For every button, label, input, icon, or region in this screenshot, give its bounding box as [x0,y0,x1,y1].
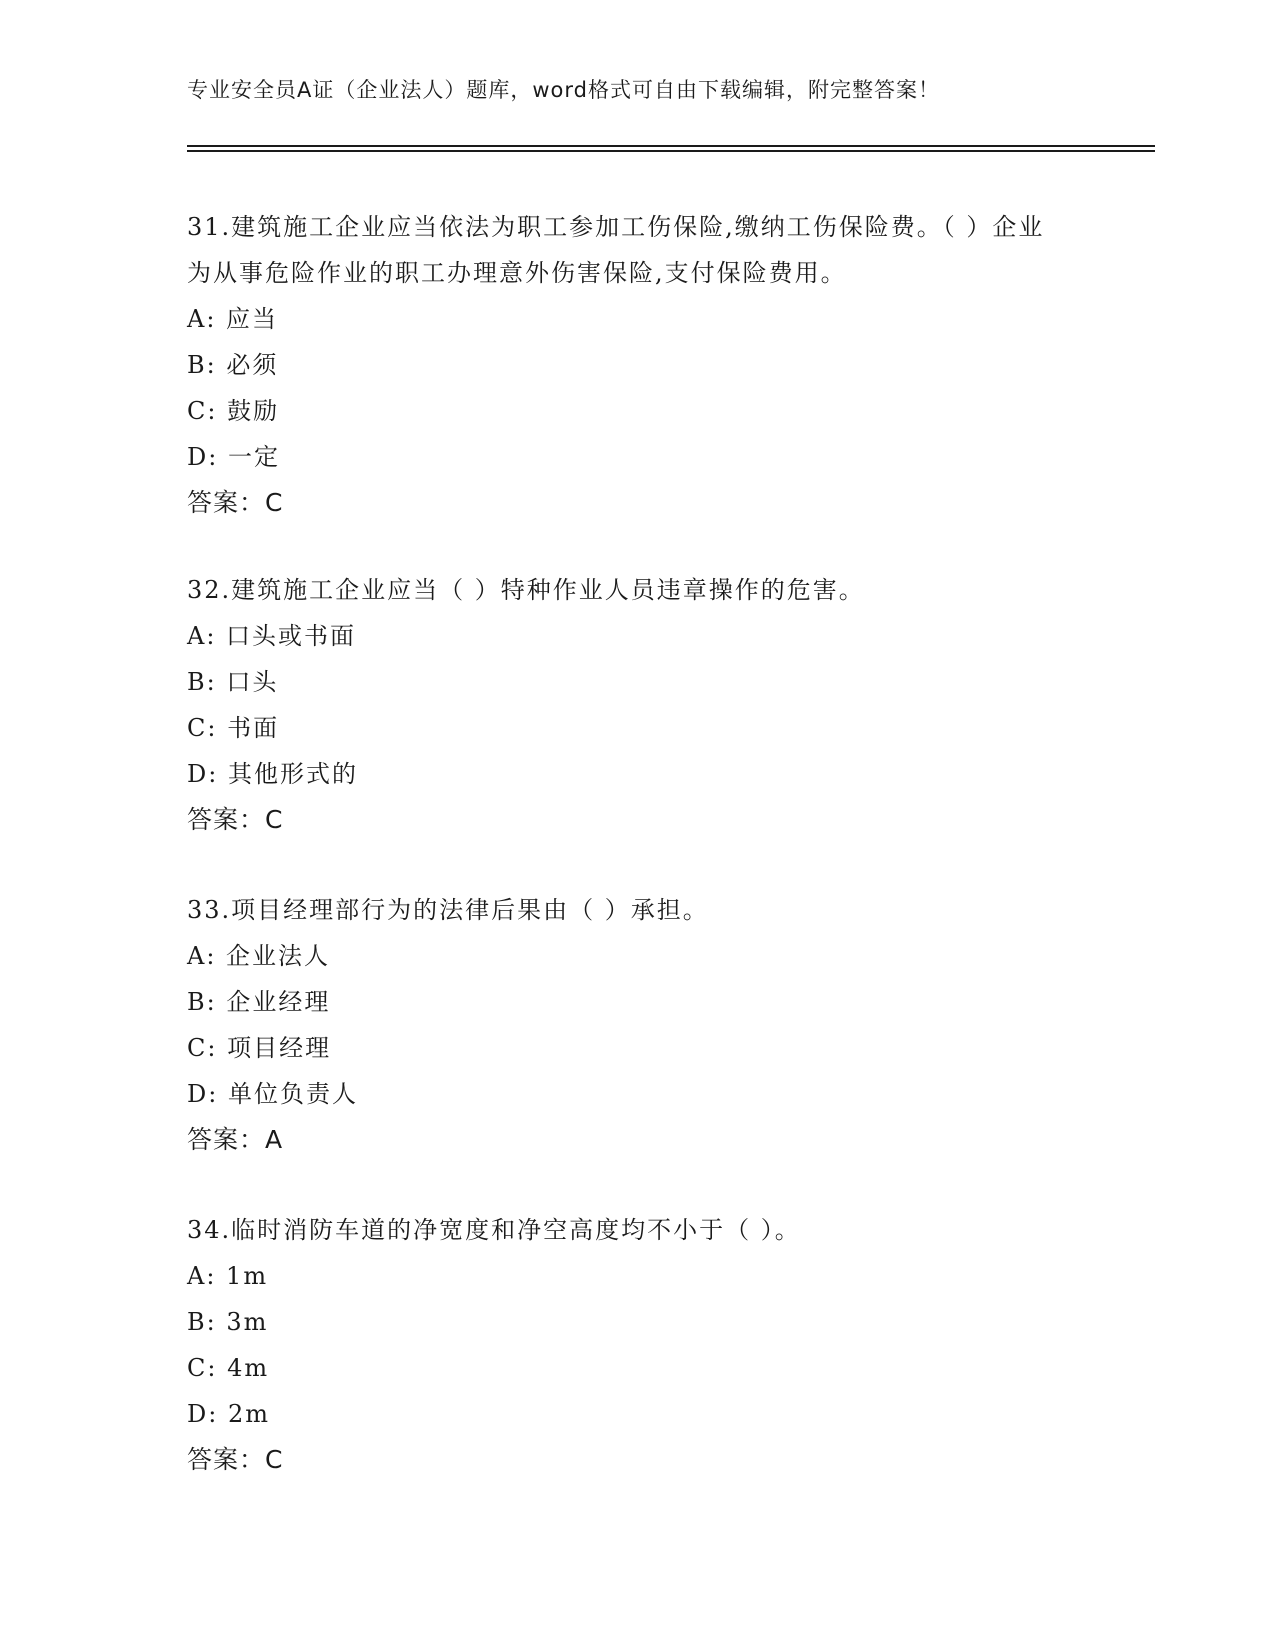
option-b: B: 口头 [187,668,279,696]
option-c: C: 书面 [187,714,280,742]
option-c: C: 鼓励 [187,397,280,425]
question-33 [187,887,1067,1163]
option-a: A: 口头或书面 [187,622,357,650]
option-c: C: 项目经理 [187,1034,332,1062]
option-d: D: 单位负责人 [187,1080,358,1108]
question-32 [187,567,1067,843]
option-d: D: 2m [187,1400,270,1428]
option-a: A: 企业法人 [187,942,331,970]
option-a: A: 应当 [187,305,279,333]
question-stem: 33.项目经理部行为的法律后果由（ ）承担。 [187,896,709,924]
question-stem: 31.建筑施工企业应当依法为职工参加工伤保险,缴纳工伤保险费。（ ）企业为从事危险作业的职工办理意外伤害保险,支付保险费用。 [187,213,1045,287]
answer-line: 答案：A [187,1125,284,1154]
option-b: B: 3m [187,1308,269,1336]
option-b: B: 企业经理 [187,988,331,1016]
option-d: D: 其他形式的 [187,760,358,788]
header-rule-bottom [187,150,1155,152]
option-c: C: 4m [187,1354,270,1382]
option-b: B: 必须 [187,351,279,379]
answer-line: 答案：C [187,805,284,834]
page-header: 专业安全员A证（企业法人）题库，word格式可自由下载编辑，附完整答案！ [187,78,940,102]
question-31 [187,204,1067,526]
option-d: D: 一定 [187,443,280,471]
answer-line: 答案：C [187,1445,284,1474]
question-stem: 32.建筑施工企业应当（ ）特种作业人员违章操作的危害。 [187,576,865,604]
question-34 [187,1207,1067,1483]
header-rule-top [187,145,1155,147]
question-stem: 34.临时消防车道的净宽度和净空高度均不小于（ ）。 [187,1216,801,1244]
answer-line: 答案：C [187,488,284,517]
option-a: A: 1m [187,1262,269,1290]
